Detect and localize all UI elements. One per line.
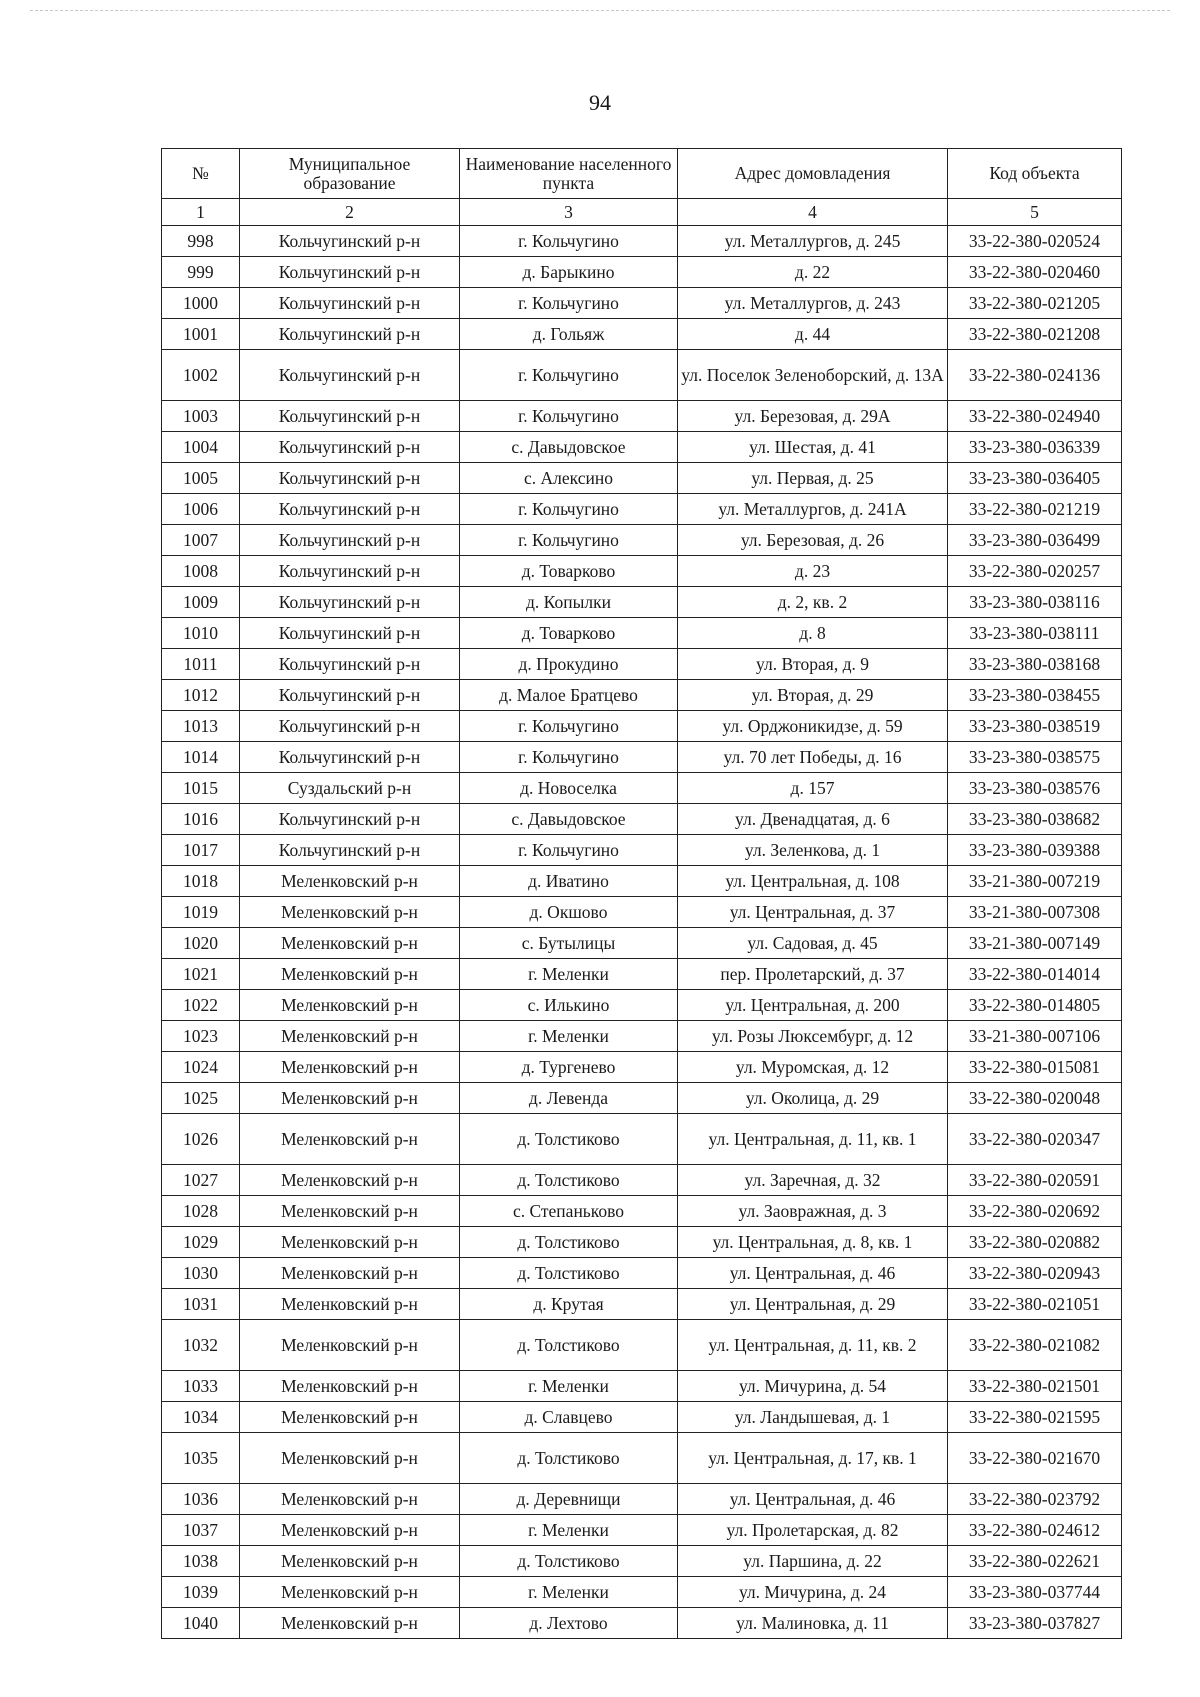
household-address-cell: д. 157 [678, 773, 948, 804]
settlement-name-cell: д. Толстиково [460, 1258, 678, 1289]
object-code-cell: 33-21-380-007149 [948, 928, 1122, 959]
table-row [162, 1577, 1122, 1608]
settlement-name-cell: д. Лехтово [460, 1608, 678, 1639]
row-number-cell: 1007 [162, 525, 240, 556]
household-address-cell: ул. Первая, д. 25 [678, 463, 948, 494]
municipality-cell: Кольчугинский р-н [240, 401, 460, 432]
object-code-cell: 33-23-380-036339 [948, 432, 1122, 463]
table-row [162, 1021, 1122, 1052]
column-number: 1 [162, 199, 240, 226]
household-address-cell: ул. Центральная, д. 37 [678, 897, 948, 928]
household-address-cell: ул. Центральная, д. 8, кв. 1 [678, 1227, 948, 1258]
settlement-name-cell: д. Окшово [460, 897, 678, 928]
household-address-cell: ул. Заовражная, д. 3 [678, 1196, 948, 1227]
table-row [162, 1227, 1122, 1258]
settlement-name-cell: г. Кольчугино [460, 401, 678, 432]
settlement-name-cell: д. Товарково [460, 618, 678, 649]
settlement-name-cell: д. Толстиково [460, 1546, 678, 1577]
object-code-cell: 33-22-380-014014 [948, 959, 1122, 990]
table-row [162, 1402, 1122, 1433]
object-code-cell: 33-23-380-037744 [948, 1577, 1122, 1608]
settlement-name-cell: с. Бутылицы [460, 928, 678, 959]
municipality-cell: Меленковский р-н [240, 1608, 460, 1639]
table-row [162, 1083, 1122, 1114]
municipality-cell: Меленковский р-н [240, 1371, 460, 1402]
household-address-cell: ул. Шестая, д. 41 [678, 432, 948, 463]
municipality-cell: Меленковский р-н [240, 959, 460, 990]
row-number-cell: 999 [162, 257, 240, 288]
object-code-cell: 33-22-380-021208 [948, 319, 1122, 350]
municipality-cell: Меленковский р-н [240, 928, 460, 959]
row-number-cell: 1036 [162, 1484, 240, 1515]
municipality-cell: Кольчугинский р-н [240, 556, 460, 587]
row-number-cell: 1022 [162, 990, 240, 1021]
row-number-cell: 1014 [162, 742, 240, 773]
municipality-cell: Меленковский р-н [240, 1515, 460, 1546]
object-code-cell: 33-22-380-024940 [948, 401, 1122, 432]
object-code-cell: 33-22-380-020692 [948, 1196, 1122, 1227]
settlement-name-cell: д. Толстиково [460, 1114, 678, 1165]
row-number-cell: 1000 [162, 288, 240, 319]
row-number-cell: 1015 [162, 773, 240, 804]
column-number: 4 [678, 199, 948, 226]
municipality-cell: Кольчугинский р-н [240, 618, 460, 649]
household-address-cell: ул. Центральная, д. 11, кв. 2 [678, 1320, 948, 1371]
municipality-cell: Кольчугинский р-н [240, 587, 460, 618]
municipality-cell: Кольчугинский р-н [240, 742, 460, 773]
column-header: № [162, 149, 240, 199]
settlement-name-cell: г. Кольчугино [460, 494, 678, 525]
municipality-cell: Меленковский р-н [240, 1289, 460, 1320]
settlement-name-cell: г. Меленки [460, 1021, 678, 1052]
household-address-cell: ул. Заречная, д. 32 [678, 1165, 948, 1196]
object-code-cell: 33-21-380-007106 [948, 1021, 1122, 1052]
municipality-cell: Суздальский р-н [240, 773, 460, 804]
column-number: 2 [240, 199, 460, 226]
municipality-cell: Кольчугинский р-н [240, 804, 460, 835]
header-row [162, 149, 1122, 199]
row-number-cell: 1006 [162, 494, 240, 525]
table-row [162, 1371, 1122, 1402]
table-row [162, 350, 1122, 401]
household-address-cell: ул. Пролетарская, д. 82 [678, 1515, 948, 1546]
settlement-name-cell: д. Тургенево [460, 1052, 678, 1083]
household-address-cell: ул. Центральная, д. 108 [678, 866, 948, 897]
settlement-name-cell: д. Крутая [460, 1289, 678, 1320]
object-code-cell: 33-22-380-020257 [948, 556, 1122, 587]
household-address-cell: ул. Паршина, д. 22 [678, 1546, 948, 1577]
table-row [162, 432, 1122, 463]
column-number: 3 [460, 199, 678, 226]
table-row [162, 618, 1122, 649]
object-code-cell: 33-22-380-020460 [948, 257, 1122, 288]
object-code-cell: 33-23-380-038575 [948, 742, 1122, 773]
table-row [162, 1165, 1122, 1196]
settlement-name-cell: г. Кольчугино [460, 742, 678, 773]
settlement-name-cell: д. Толстиково [460, 1320, 678, 1371]
settlement-name-cell: д. Славцево [460, 1402, 678, 1433]
table-row [162, 1258, 1122, 1289]
column-header: Муниципальное образование [240, 149, 460, 199]
row-number-cell: 1033 [162, 1371, 240, 1402]
row-number-cell: 1025 [162, 1083, 240, 1114]
municipality-cell: Меленковский р-н [240, 1546, 460, 1577]
scan-edge-line [30, 10, 1170, 11]
settlement-name-cell: г. Меленки [460, 1577, 678, 1608]
table-row [162, 1114, 1122, 1165]
object-code-cell: 33-22-380-021595 [948, 1402, 1122, 1433]
table-row [162, 288, 1122, 319]
object-code-cell: 33-22-380-023792 [948, 1484, 1122, 1515]
municipality-cell: Кольчугинский р-н [240, 257, 460, 288]
settlement-name-cell: д. Барыкино [460, 257, 678, 288]
table-row [162, 649, 1122, 680]
settlement-name-cell: д. Товарково [460, 556, 678, 587]
row-number-cell: 1011 [162, 649, 240, 680]
household-address-cell: ул. Центральная, д. 200 [678, 990, 948, 1021]
household-address-cell: ул. Центральная, д. 17, кв. 1 [678, 1433, 948, 1484]
table-row [162, 1320, 1122, 1371]
table-row [162, 463, 1122, 494]
table-row [162, 1433, 1122, 1484]
municipality-cell: Кольчугинский р-н [240, 711, 460, 742]
municipality-cell: Меленковский р-н [240, 1021, 460, 1052]
settlement-name-cell: д. Левенда [460, 1083, 678, 1114]
settlement-name-cell: с. Давыдовское [460, 804, 678, 835]
municipality-cell: Меленковский р-н [240, 1227, 460, 1258]
object-code-cell: 33-22-380-020524 [948, 226, 1122, 257]
table-row [162, 680, 1122, 711]
row-number-cell: 1039 [162, 1577, 240, 1608]
municipality-cell: Меленковский р-н [240, 897, 460, 928]
municipality-cell: Меленковский р-н [240, 1320, 460, 1371]
table-row [162, 1608, 1122, 1639]
settlement-name-cell: д. Толстиково [460, 1227, 678, 1258]
row-number-cell: 1029 [162, 1227, 240, 1258]
household-address-cell: ул. Металлургов, д. 245 [678, 226, 948, 257]
table-row [162, 257, 1122, 288]
settlement-name-cell: с. Илькино [460, 990, 678, 1021]
household-address-cell: ул. Вторая, д. 9 [678, 649, 948, 680]
object-code-cell: 33-23-380-038168 [948, 649, 1122, 680]
household-address-cell: д. 44 [678, 319, 948, 350]
row-number-cell: 1001 [162, 319, 240, 350]
page-number: 94 [589, 90, 611, 115]
table-row [162, 1289, 1122, 1320]
household-address-cell: ул. Центральная, д. 46 [678, 1484, 948, 1515]
object-code-cell: 33-22-380-020943 [948, 1258, 1122, 1289]
table-row [162, 742, 1122, 773]
table-row [162, 1484, 1122, 1515]
table-row [162, 897, 1122, 928]
settlement-name-cell: г. Кольчугино [460, 835, 678, 866]
registry-table [161, 148, 1122, 1639]
table-row [162, 556, 1122, 587]
settlement-name-cell: д. Толстиково [460, 1433, 678, 1484]
settlement-name-cell: д. Малое Братцево [460, 680, 678, 711]
household-address-cell: ул. Центральная, д. 29 [678, 1289, 948, 1320]
row-number-cell: 1002 [162, 350, 240, 401]
row-number-cell: 1035 [162, 1433, 240, 1484]
table-row [162, 226, 1122, 257]
municipality-cell: Кольчугинский р-н [240, 319, 460, 350]
household-address-cell: д. 8 [678, 618, 948, 649]
row-number-cell: 1017 [162, 835, 240, 866]
household-address-cell: ул. Розы Люксембург, д. 12 [678, 1021, 948, 1052]
settlement-name-cell: с. Алексино [460, 463, 678, 494]
object-code-cell: 33-22-380-024136 [948, 350, 1122, 401]
settlement-name-cell: д. Толстиково [460, 1165, 678, 1196]
table-row [162, 804, 1122, 835]
row-number-cell: 998 [162, 226, 240, 257]
row-number-cell: 1016 [162, 804, 240, 835]
table-row [162, 1546, 1122, 1577]
object-code-cell: 33-21-380-007219 [948, 866, 1122, 897]
household-address-cell: ул. Центральная, д. 46 [678, 1258, 948, 1289]
table-row [162, 525, 1122, 556]
household-address-cell: д. 23 [678, 556, 948, 587]
row-number-cell: 1021 [162, 959, 240, 990]
object-code-cell: 33-23-380-036405 [948, 463, 1122, 494]
object-code-cell: 33-23-380-038576 [948, 773, 1122, 804]
municipality-cell: Меленковский р-н [240, 1165, 460, 1196]
row-number-cell: 1024 [162, 1052, 240, 1083]
object-code-cell: 33-23-380-038682 [948, 804, 1122, 835]
household-address-cell: ул. Вторая, д. 29 [678, 680, 948, 711]
object-code-cell: 33-22-380-014805 [948, 990, 1122, 1021]
object-code-cell: 33-22-380-020882 [948, 1227, 1122, 1258]
municipality-cell: Меленковский р-н [240, 1083, 460, 1114]
column-header: Адрес домовладения [678, 149, 948, 199]
municipality-cell: Меленковский р-н [240, 1114, 460, 1165]
municipality-cell: Кольчугинский р-н [240, 835, 460, 866]
table-row [162, 711, 1122, 742]
municipality-cell: Меленковский р-н [240, 1484, 460, 1515]
household-address-cell: ул. Зеленкова, д. 1 [678, 835, 948, 866]
settlement-name-cell: с. Степаньково [460, 1196, 678, 1227]
row-number-cell: 1010 [162, 618, 240, 649]
object-code-cell: 33-22-380-020048 [948, 1083, 1122, 1114]
row-number-cell: 1030 [162, 1258, 240, 1289]
municipality-cell: Кольчугинский р-н [240, 680, 460, 711]
settlement-name-cell: д. Прокудино [460, 649, 678, 680]
table-row [162, 928, 1122, 959]
settlement-name-cell: г. Кольчугино [460, 711, 678, 742]
settlement-name-cell: г. Меленки [460, 1371, 678, 1402]
municipality-cell: Кольчугинский р-н [240, 463, 460, 494]
household-address-cell: пер. Пролетарский, д. 37 [678, 959, 948, 990]
household-address-cell: ул. Металлургов, д. 243 [678, 288, 948, 319]
household-address-cell: ул. Центральная, д. 11, кв. 1 [678, 1114, 948, 1165]
municipality-cell: Кольчугинский р-н [240, 350, 460, 401]
settlement-name-cell: г. Кольчугино [460, 350, 678, 401]
household-address-cell: ул. Металлургов, д. 241А [678, 494, 948, 525]
household-address-cell: ул. Ландышевая, д. 1 [678, 1402, 948, 1433]
municipality-cell: Меленковский р-н [240, 1577, 460, 1608]
row-number-cell: 1028 [162, 1196, 240, 1227]
table-row [162, 494, 1122, 525]
table-row [162, 835, 1122, 866]
row-number-cell: 1027 [162, 1165, 240, 1196]
household-address-cell: ул. Березовая, д. 26 [678, 525, 948, 556]
municipality-cell: Кольчугинский р-н [240, 432, 460, 463]
settlement-name-cell: г. Меленки [460, 1515, 678, 1546]
row-number-cell: 1038 [162, 1546, 240, 1577]
municipality-cell: Кольчугинский р-н [240, 525, 460, 556]
household-address-cell: ул. Околица, д. 29 [678, 1083, 948, 1114]
household-address-cell: ул. Мичурина, д. 24 [678, 1577, 948, 1608]
column-header: Наименование населенного пункта [460, 149, 678, 199]
municipality-cell: Меленковский р-н [240, 1402, 460, 1433]
object-code-cell: 33-22-380-024612 [948, 1515, 1122, 1546]
household-address-cell: д. 22 [678, 257, 948, 288]
household-address-cell: ул. Двенадцатая, д. 6 [678, 804, 948, 835]
table-row [162, 1196, 1122, 1227]
object-code-cell: 33-23-380-038116 [948, 587, 1122, 618]
household-address-cell: ул. 70 лет Победы, д. 16 [678, 742, 948, 773]
column-number: 5 [948, 199, 1122, 226]
settlement-name-cell: д. Новоселка [460, 773, 678, 804]
household-address-cell: д. 2, кв. 2 [678, 587, 948, 618]
row-number-cell: 1034 [162, 1402, 240, 1433]
table-row [162, 319, 1122, 350]
object-code-cell: 33-22-380-021205 [948, 288, 1122, 319]
row-number-cell: 1003 [162, 401, 240, 432]
household-address-cell: ул. Садовая, д. 45 [678, 928, 948, 959]
object-code-cell: 33-23-380-037827 [948, 1608, 1122, 1639]
row-number-cell: 1008 [162, 556, 240, 587]
row-number-cell: 1026 [162, 1114, 240, 1165]
object-code-cell: 33-23-380-038455 [948, 680, 1122, 711]
settlement-name-cell: г. Кольчугино [460, 525, 678, 556]
object-code-cell: 33-23-380-039388 [948, 835, 1122, 866]
object-code-cell: 33-23-380-038111 [948, 618, 1122, 649]
municipality-cell: Меленковский р-н [240, 1433, 460, 1484]
row-number-cell: 1032 [162, 1320, 240, 1371]
settlement-name-cell: с. Давыдовское [460, 432, 678, 463]
row-number-cell: 1040 [162, 1608, 240, 1639]
settlement-name-cell: г. Меленки [460, 959, 678, 990]
table-row [162, 401, 1122, 432]
row-number-cell: 1023 [162, 1021, 240, 1052]
household-address-cell: ул. Березовая, д. 29А [678, 401, 948, 432]
table-row [162, 587, 1122, 618]
municipality-cell: Меленковский р-н [240, 866, 460, 897]
table-row [162, 1515, 1122, 1546]
row-number-cell: 1009 [162, 587, 240, 618]
object-code-cell: 33-22-380-015081 [948, 1052, 1122, 1083]
municipality-cell: Меленковский р-н [240, 1052, 460, 1083]
object-code-cell: 33-22-380-020347 [948, 1114, 1122, 1165]
municipality-cell: Меленковский р-н [240, 1258, 460, 1289]
row-number-cell: 1031 [162, 1289, 240, 1320]
object-code-cell: 33-21-380-007308 [948, 897, 1122, 928]
settlement-name-cell: д. Копылки [460, 587, 678, 618]
household-address-cell: ул. Орджоникидзе, д. 59 [678, 711, 948, 742]
municipality-cell: Кольчугинский р-н [240, 288, 460, 319]
table-row [162, 959, 1122, 990]
table-header [162, 149, 1122, 226]
object-code-cell: 33-22-380-021219 [948, 494, 1122, 525]
row-number-cell: 1037 [162, 1515, 240, 1546]
settlement-name-cell: г. Кольчугино [460, 226, 678, 257]
settlement-name-cell: г. Кольчугино [460, 288, 678, 319]
table-row [162, 1052, 1122, 1083]
object-code-cell: 33-23-380-038519 [948, 711, 1122, 742]
table-row [162, 990, 1122, 1021]
municipality-cell: Кольчугинский р-н [240, 226, 460, 257]
municipality-cell: Кольчугинский р-н [240, 494, 460, 525]
household-address-cell: ул. Поселок Зеленоборский, д. 13А [678, 350, 948, 401]
row-number-cell: 1013 [162, 711, 240, 742]
settlement-name-cell: д. Гольяж [460, 319, 678, 350]
table-row [162, 866, 1122, 897]
table-row [162, 773, 1122, 804]
object-code-cell: 33-22-380-021670 [948, 1433, 1122, 1484]
row-number-cell: 1012 [162, 680, 240, 711]
table-body [162, 226, 1122, 1639]
object-code-cell: 33-22-380-022621 [948, 1546, 1122, 1577]
row-number-cell: 1020 [162, 928, 240, 959]
municipality-cell: Меленковский р-н [240, 990, 460, 1021]
settlement-name-cell: д. Иватино [460, 866, 678, 897]
column-header: Код объекта [948, 149, 1122, 199]
municipality-cell: Кольчугинский р-н [240, 649, 460, 680]
object-code-cell: 33-22-380-021082 [948, 1320, 1122, 1371]
object-code-cell: 33-23-380-036499 [948, 525, 1122, 556]
row-number-cell: 1004 [162, 432, 240, 463]
row-number-cell: 1018 [162, 866, 240, 897]
settlement-name-cell: д. Деревнищи [460, 1484, 678, 1515]
object-code-cell: 33-22-380-021501 [948, 1371, 1122, 1402]
object-code-cell: 33-22-380-021051 [948, 1289, 1122, 1320]
object-code-cell: 33-22-380-020591 [948, 1165, 1122, 1196]
row-number-cell: 1005 [162, 463, 240, 494]
municipality-cell: Меленковский р-н [240, 1196, 460, 1227]
row-number-cell: 1019 [162, 897, 240, 928]
household-address-cell: ул. Малиновка, д. 11 [678, 1608, 948, 1639]
column-number-row [162, 199, 1122, 226]
household-address-cell: ул. Муромская, д. 12 [678, 1052, 948, 1083]
household-address-cell: ул. Мичурина, д. 54 [678, 1371, 948, 1402]
